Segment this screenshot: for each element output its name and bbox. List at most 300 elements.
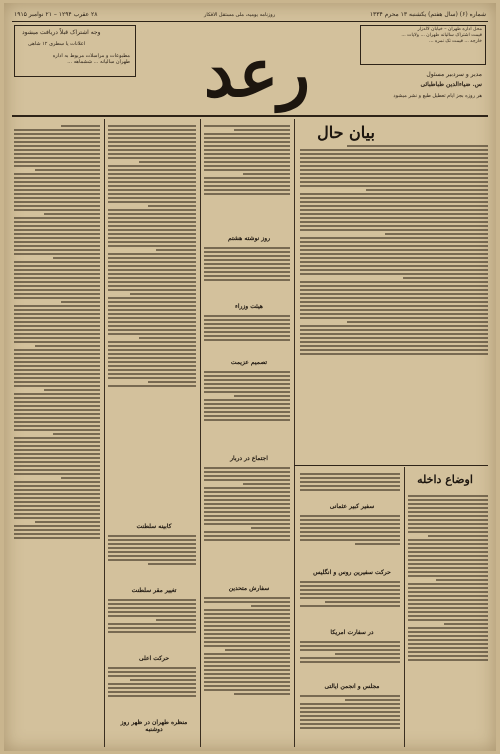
- bottom-mid-text-a: [300, 471, 400, 501]
- print-line: [14, 453, 100, 455]
- owner-label: مدیر و سردبیر مسئول: [426, 71, 482, 78]
- print-line: [14, 177, 100, 179]
- print-line: [408, 559, 488, 561]
- print-line: [14, 337, 100, 339]
- column-3-text-c: [204, 313, 290, 355]
- bottom-mid-text-d: [300, 639, 400, 679]
- print-line: [14, 189, 100, 191]
- print-line: [14, 277, 100, 279]
- print-line: [347, 145, 488, 147]
- print-line: [14, 397, 100, 399]
- print-line: [108, 551, 196, 553]
- print-line: [14, 321, 100, 323]
- print-line: [300, 257, 488, 259]
- print-line: [108, 687, 196, 689]
- print-line: [408, 603, 488, 605]
- print-line: [243, 483, 290, 485]
- print-line: [108, 265, 196, 267]
- print-line: [300, 325, 488, 327]
- print-line: [14, 253, 100, 255]
- print-line: [108, 623, 196, 625]
- print-line: [204, 403, 290, 405]
- print-line: [108, 361, 196, 363]
- print-line: [204, 617, 290, 619]
- print-line: [108, 349, 196, 351]
- print-line: [14, 245, 100, 247]
- print-line: [300, 539, 400, 541]
- print-line: [61, 477, 100, 479]
- bottom-column-rule: [404, 467, 405, 747]
- print-line: [204, 327, 290, 329]
- print-line: [300, 485, 400, 487]
- lead-article-rule: [294, 465, 488, 466]
- print-line: [108, 599, 196, 601]
- print-line: [204, 133, 290, 135]
- domestic-affairs-title: اوضاع داخله: [417, 473, 473, 486]
- print-line: [204, 613, 290, 615]
- print-line: [204, 185, 290, 187]
- print-line: [14, 413, 100, 415]
- print-line: [14, 265, 100, 267]
- print-line: [108, 181, 196, 183]
- print-line: [108, 189, 196, 191]
- print-line: [300, 153, 488, 155]
- print-line: [14, 341, 100, 343]
- print-line: [300, 333, 488, 335]
- print-line: [300, 703, 400, 705]
- print-line: [300, 261, 488, 263]
- print-line: [108, 321, 196, 323]
- print-line: [408, 615, 488, 617]
- print-line: [108, 385, 196, 387]
- print-line: [408, 611, 488, 613]
- print-line: [204, 279, 290, 281]
- print-line: [14, 517, 100, 519]
- print-line: [14, 497, 100, 499]
- print-line: [156, 249, 196, 251]
- print-line: [204, 467, 290, 469]
- print-line: [300, 217, 488, 219]
- print-line: [300, 285, 488, 287]
- print-line: [408, 515, 488, 517]
- print-line: [108, 221, 196, 223]
- print-line: [14, 509, 100, 511]
- owner-name: س. ضیاءالدین طباطبائی: [420, 81, 482, 88]
- print-line: [108, 555, 196, 557]
- print-line: [204, 189, 290, 191]
- print-line: [366, 189, 488, 191]
- print-line: [14, 441, 100, 443]
- print-line: [53, 257, 100, 259]
- print-line: [139, 337, 196, 339]
- print-line: [408, 599, 488, 601]
- print-line: [156, 619, 196, 621]
- print-line: [108, 329, 196, 331]
- print-line: [408, 495, 488, 497]
- print-line: [14, 145, 100, 147]
- print-line: [14, 149, 100, 151]
- print-line: [14, 473, 100, 475]
- print-line: [148, 381, 196, 383]
- print-line: [300, 165, 488, 167]
- print-line: [14, 377, 100, 379]
- print-line: [225, 649, 290, 651]
- print-line: [204, 601, 290, 603]
- print-line: [408, 631, 488, 633]
- print-line: [300, 161, 488, 163]
- print-line: [335, 653, 400, 655]
- print-line: [300, 337, 488, 339]
- print-line: [300, 535, 400, 537]
- print-line: [14, 489, 100, 491]
- print-line: [300, 197, 488, 199]
- print-line: [428, 535, 488, 537]
- print-line: [14, 317, 100, 319]
- print-line: [14, 201, 100, 203]
- print-line: [300, 649, 400, 651]
- print-line: [204, 523, 290, 525]
- print-line: [204, 511, 290, 513]
- print-line: [108, 309, 196, 311]
- print-line: [108, 369, 196, 371]
- print-line: [204, 137, 290, 139]
- print-line: [14, 357, 100, 359]
- print-line: [108, 225, 196, 227]
- print-line: [108, 377, 196, 379]
- print-line: [53, 433, 100, 435]
- column-3-text-b: [204, 245, 290, 299]
- print-line: [14, 309, 100, 311]
- print-line: [204, 259, 290, 261]
- print-line: [108, 611, 196, 613]
- print-line: [204, 415, 290, 417]
- print-line: [355, 543, 400, 545]
- print-line: [251, 605, 290, 607]
- print-line: [408, 619, 488, 621]
- print-line: [14, 329, 100, 331]
- print-line: [108, 145, 196, 147]
- subtitle: روزنامه یومیه، ملی مستقل الافکار: [204, 12, 276, 18]
- print-line: [408, 503, 488, 505]
- print-line: [108, 245, 196, 247]
- print-line: [14, 281, 100, 283]
- print-line: [44, 389, 100, 391]
- print-line: [204, 673, 290, 675]
- subscription-info-box: محل اداره طهران – خیابان لاله‌زار قیمت اشتراک سالیانه طهران ... ولایات ... خارجه ... قیمت تک نمره ...: [360, 25, 486, 65]
- print-line: [204, 669, 290, 671]
- col3-heading-5: سفارش متحدین: [228, 585, 270, 592]
- print-line: [14, 469, 100, 471]
- print-line: [61, 301, 100, 303]
- print-line: [204, 495, 290, 497]
- print-line: [300, 201, 488, 203]
- print-line: [14, 365, 100, 367]
- print-line: [408, 551, 488, 553]
- print-line: [14, 205, 100, 207]
- print-line: [44, 213, 100, 215]
- print-line: [300, 249, 488, 251]
- print-line: [204, 157, 290, 159]
- print-line: [408, 519, 488, 521]
- print-line: [300, 597, 400, 599]
- col2-heading-1: کابینه سلطنت: [136, 523, 172, 530]
- print-line: [300, 305, 488, 307]
- print-line: [408, 539, 488, 541]
- print-line: [300, 723, 400, 725]
- print-line: [14, 313, 100, 315]
- print-line: [14, 373, 100, 375]
- print-line: [204, 399, 290, 401]
- print-line: [14, 225, 100, 227]
- print-line: [148, 205, 196, 207]
- print-line: [204, 371, 290, 373]
- print-line: [408, 583, 488, 585]
- print-line: [408, 567, 488, 569]
- print-line: [204, 271, 290, 273]
- print-line: [108, 301, 196, 303]
- print-line: [403, 277, 488, 279]
- print-line: [204, 471, 290, 473]
- print-line: [300, 185, 488, 187]
- print-line: [300, 657, 400, 659]
- print-line: [35, 521, 100, 523]
- column-3-text-f: [204, 595, 290, 745]
- print-line: [204, 247, 290, 249]
- print-line: [204, 535, 290, 537]
- col3-heading-4: اجتماع در دربار: [230, 455, 268, 462]
- print-line: [408, 643, 488, 645]
- print-line: [204, 251, 290, 253]
- print-line: [300, 273, 488, 275]
- print-line: [108, 615, 196, 617]
- print-line: [14, 429, 100, 431]
- print-line: [14, 493, 100, 495]
- print-line: [300, 353, 488, 355]
- print-line: [300, 265, 488, 267]
- print-line: [14, 285, 100, 287]
- print-line: [204, 519, 290, 521]
- column-2-text-b: [108, 533, 196, 583]
- print-line: [14, 529, 100, 531]
- print-line: [408, 543, 488, 545]
- print-line: [408, 571, 488, 573]
- print-line: [108, 539, 196, 541]
- lead-article-text: [300, 143, 488, 461]
- print-line: [14, 229, 100, 231]
- print-line: [204, 177, 290, 179]
- print-line: [204, 499, 290, 501]
- print-line: [300, 181, 488, 183]
- print-line: [108, 341, 196, 343]
- print-line: [204, 145, 290, 147]
- print-line: [108, 253, 196, 255]
- print-line: [204, 685, 290, 687]
- print-line: [108, 607, 196, 609]
- print-line: [14, 381, 100, 383]
- print-line: [108, 165, 196, 167]
- print-line: [14, 153, 100, 155]
- bottom-mid-heading-1: سفیر کبیر عثمانی: [329, 503, 375, 510]
- print-line: [204, 657, 290, 659]
- column-rule-1: [104, 119, 105, 747]
- print-line: [14, 173, 100, 175]
- print-line: [204, 407, 290, 409]
- print-line: [14, 353, 100, 355]
- print-line: [234, 395, 290, 397]
- column-3-text-e: [204, 465, 290, 581]
- print-line: [14, 437, 100, 439]
- print-line: [204, 629, 290, 631]
- print-line: [14, 141, 100, 143]
- print-line: [204, 153, 290, 155]
- print-line: [108, 281, 196, 283]
- print-line: [204, 141, 290, 143]
- print-line: [14, 533, 100, 535]
- bottom-right-text: [408, 493, 488, 747]
- print-line: [204, 411, 290, 413]
- print-line: [14, 233, 100, 235]
- print-line: [300, 641, 400, 643]
- print-line: [300, 253, 488, 255]
- print-line: [108, 153, 196, 155]
- print-line: [108, 129, 196, 131]
- print-line: [300, 289, 488, 291]
- print-line: [14, 165, 100, 167]
- print-line: [300, 645, 400, 647]
- print-line: [204, 677, 290, 679]
- print-line: [14, 289, 100, 291]
- print-line: [14, 461, 100, 463]
- print-line: [108, 213, 196, 215]
- print-line: [204, 653, 290, 655]
- print-line: [204, 419, 290, 421]
- print-line: [204, 383, 290, 385]
- print-line: [408, 499, 488, 501]
- print-line: [408, 531, 488, 533]
- print-line: [408, 655, 488, 657]
- print-line: [108, 137, 196, 139]
- print-line: [14, 401, 100, 403]
- print-line: [300, 173, 488, 175]
- print-line: [130, 679, 196, 681]
- newspaper-page: [4, 3, 496, 751]
- print-line: [108, 345, 196, 347]
- col2-heading-4: منظره طهران در ظهر روز دوشنبه: [120, 719, 188, 733]
- print-line: [408, 575, 488, 577]
- print-line: [108, 197, 196, 199]
- print-line: [204, 169, 290, 171]
- print-line: [14, 369, 100, 371]
- print-line: [300, 297, 488, 299]
- print-line: [204, 125, 290, 127]
- print-line: [300, 309, 488, 311]
- print-line: [300, 349, 488, 351]
- print-line: [35, 169, 100, 171]
- print-line: [130, 293, 196, 295]
- column-rule-2: [200, 119, 201, 747]
- print-line: [14, 237, 100, 239]
- print-line: [14, 261, 100, 263]
- print-line: [108, 313, 196, 315]
- print-line: [408, 651, 488, 653]
- print-line: [204, 275, 290, 277]
- print-line: [14, 513, 100, 515]
- print-line: [204, 609, 290, 611]
- print-line: [108, 289, 196, 291]
- print-line: [108, 373, 196, 375]
- print-line: [408, 563, 488, 565]
- print-line: [204, 515, 290, 517]
- print-line: [108, 357, 196, 359]
- print-line: [204, 479, 290, 481]
- print-line: [300, 245, 488, 247]
- column-1-text: [14, 123, 100, 747]
- print-line: [204, 331, 290, 333]
- print-line: [300, 193, 488, 195]
- print-line: [204, 339, 290, 341]
- print-line: [139, 161, 196, 163]
- print-line: [300, 707, 400, 709]
- print-line: [300, 527, 400, 529]
- print-line: [204, 161, 290, 163]
- print-line: [108, 133, 196, 135]
- print-line: [14, 449, 100, 451]
- print-line: [14, 481, 100, 483]
- print-line: [408, 547, 488, 549]
- print-line: [204, 375, 290, 377]
- date-line: ۲۸ عقرب ۱۲۹۴ – ۲۱ نوامبر ۱۹۱۵: [14, 11, 98, 18]
- print-line: [300, 605, 400, 607]
- print-line: [108, 149, 196, 151]
- print-line: [204, 641, 290, 643]
- print-line: [14, 293, 100, 295]
- print-line: [108, 603, 196, 605]
- print-line: [251, 527, 290, 529]
- print-line: [108, 257, 196, 259]
- print-line: [408, 659, 488, 661]
- print-line: [300, 719, 400, 721]
- column-3-text: [204, 123, 290, 231]
- print-line: [300, 329, 488, 331]
- print-line: [300, 281, 488, 283]
- bottom-mid-heading-2: حرکت سفیرین روس و انگلیس: [313, 569, 391, 576]
- print-line: [204, 503, 290, 505]
- print-line: [108, 177, 196, 179]
- col3-heading-1: روز نوشته هشتم: [227, 235, 270, 242]
- print-line: [300, 157, 488, 159]
- print-line: [14, 129, 100, 131]
- print-line: [14, 197, 100, 199]
- pricing-box-lines: مطبوعات و مراسلات مربوط به اداره طهران سالیانه ... ششماهه ...: [52, 53, 130, 65]
- print-line: [204, 633, 290, 635]
- print-line: [204, 597, 290, 599]
- print-line: [108, 305, 196, 307]
- print-line: [300, 213, 488, 215]
- print-line: [408, 647, 488, 649]
- lead-article-title: بیان حال: [317, 123, 375, 142]
- header-rule-top: [12, 21, 488, 22]
- print-line: [14, 157, 100, 159]
- print-line: [108, 535, 196, 537]
- print-line: [14, 185, 100, 187]
- print-line: [204, 263, 290, 265]
- print-line: [108, 229, 196, 231]
- print-line: [204, 335, 290, 337]
- print-line: [14, 361, 100, 363]
- print-line: [204, 149, 290, 151]
- print-line: [14, 161, 100, 163]
- print-line: [300, 531, 400, 533]
